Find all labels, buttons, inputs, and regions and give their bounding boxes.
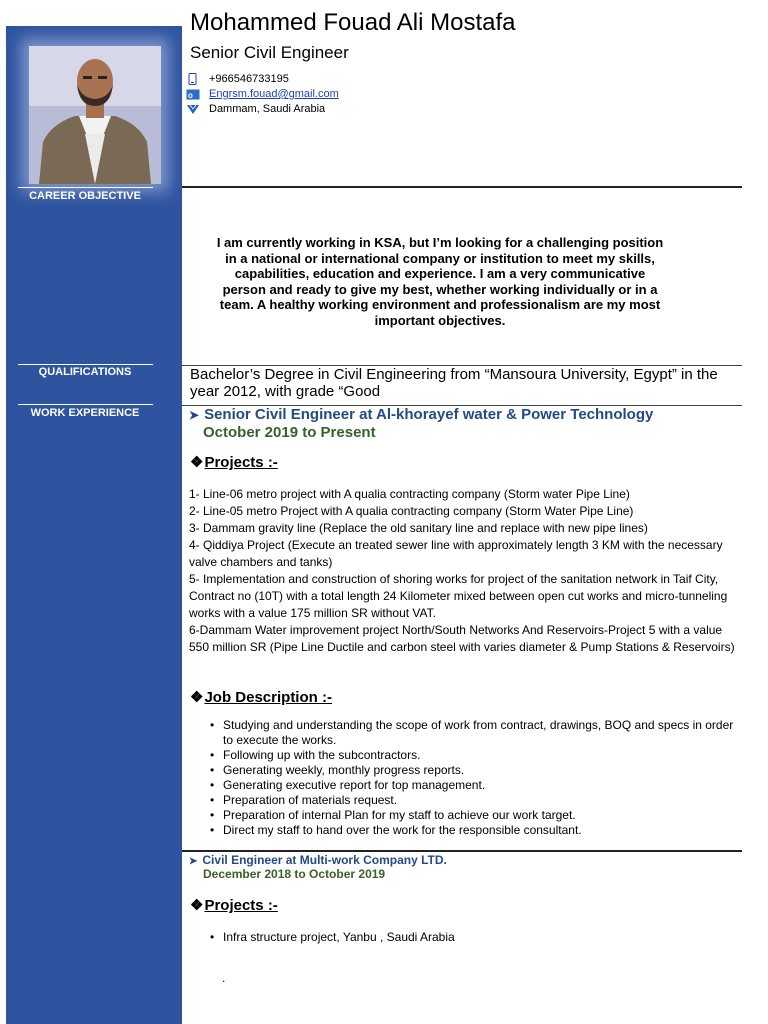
sidebar-label-qualifications: QUALIFICATIONS (38, 366, 132, 378)
list-item: • Preparation of materials request. (210, 793, 744, 808)
projects-heading (190, 453, 278, 471)
job-title (189, 406, 653, 423)
full-name: Mohammed Fouad Ali Mostafa (190, 9, 516, 36)
list-item: • Preparation of internal Plan for my staff to achieve our work target. (210, 808, 744, 823)
contact-location (186, 102, 325, 116)
arrow-bullet-icon: ➤ (189, 856, 198, 867)
sidebar-divider (18, 187, 153, 188)
person-silhouette-icon (29, 46, 161, 184)
location-text: Dammam, Saudi Arabia (209, 103, 326, 115)
list-item: 4- Qiddiya Project (Execute an treated sewer line with approximately length 3 KM with the necessary valve chambers and tanks) (189, 538, 723, 569)
list-item: • Following up with the subcontractors. (210, 748, 744, 763)
phone-icon (186, 73, 200, 85)
sidebar-label-career-objective: CAREER OBJECTIVE (29, 190, 141, 202)
arrow-bullet-icon: ➤ (189, 408, 200, 422)
job-dates: October 2019 to Present (203, 424, 376, 441)
projects-heading-text: Projects :- (204, 897, 278, 914)
diamond-bullet-icon: ❖ (190, 454, 204, 471)
section-divider (182, 186, 742, 188)
diamond-bullet-icon: ❖ (190, 897, 204, 914)
job-title-text: Civil Engineer at Multi-work Company LTD. (202, 853, 447, 867)
projects-list (189, 486, 739, 656)
job-dates: December 2018 to October 2019 (203, 867, 386, 881)
job-description-heading (190, 688, 332, 706)
career-objective-text: I am currently working in KSA, but I’m looking for a challenging position in a national or international company or institution to meet my skills, capabilities, education and experience. I am a very communicative person and ready to give my best, whether working individually or in a team. A healthy working environment and professionalism are my most important objectives. (216, 235, 664, 328)
list-item: • Generating weekly, monthly progress reports. (210, 763, 744, 778)
contact-phone (186, 72, 289, 86)
contact-email (186, 87, 339, 101)
sidebar-label-work-experience: WORK EXPERIENCE (30, 407, 140, 419)
list-item: • Infra structure project, Yanbu , Saudi Arabia (210, 930, 710, 945)
phone-number: +966546733195 (209, 73, 289, 85)
projects-heading (190, 896, 278, 914)
email-icon (186, 88, 200, 100)
list-item: 6-Dammam Water improvement project North/South Networks And Reservoirs-Project 5 with a value 550 million SR (Pipe Line Ductile and carbon steel with varies diameter & Pump Stations & Reservoirs) (189, 623, 735, 654)
job-description-heading-text: Job Description :- (204, 689, 332, 706)
list-item: 2- Line-05 metro Project with A qualia contracting company (Storm Water Pipe Line) (189, 504, 634, 518)
trailing-mark: . (222, 971, 226, 985)
job-title (189, 853, 447, 867)
list-item: • Studying and understanding the scope of work from contract, drawings, BOQ and specs in order to execute the works. (210, 718, 744, 748)
job-title-header: Senior Civil Engineer (190, 43, 349, 62)
list-item: 1- Line-06 metro project with A qualia contracting company (Storm water Pipe Line) (189, 487, 630, 501)
list-item: • Generating executive report for top management. (210, 778, 744, 793)
section-divider (182, 850, 742, 852)
profile-photo (29, 46, 161, 184)
list-item: 3- Dammam gravity line (Replace the old sanitary line and replace with new pipe lines) (189, 521, 648, 535)
job-description-list (210, 718, 744, 838)
projects-list (210, 930, 710, 945)
projects-heading-text: Projects :- (204, 454, 278, 471)
qualification-text: Bachelor’s Degree in Civil Engineering from “Mansoura University, Egypt” in the year 2012, with grade “Good (190, 366, 718, 400)
svg-text:o: o (188, 91, 193, 101)
list-item: 5- Implementation and construction of shoring works for project of the sanitation network in Taif City, Contract no (10T) with a total length 24 Kilometer mixed between open cut works and micro-tunneling works with a value 175 million SR without VAT. (189, 572, 728, 620)
sidebar-divider (18, 404, 153, 405)
list-item: • Direct my staff to hand over the work for the responsible consultant. (210, 823, 744, 838)
email-link[interactable]: Engrsm.fouad@gmail.com (209, 88, 339, 100)
diamond-bullet-icon: ❖ (190, 689, 204, 706)
job-title-text: Senior Civil Engineer at Al-khorayef water & Power Technology (204, 406, 654, 423)
sidebar-divider (18, 364, 153, 365)
location-icon (186, 103, 200, 115)
